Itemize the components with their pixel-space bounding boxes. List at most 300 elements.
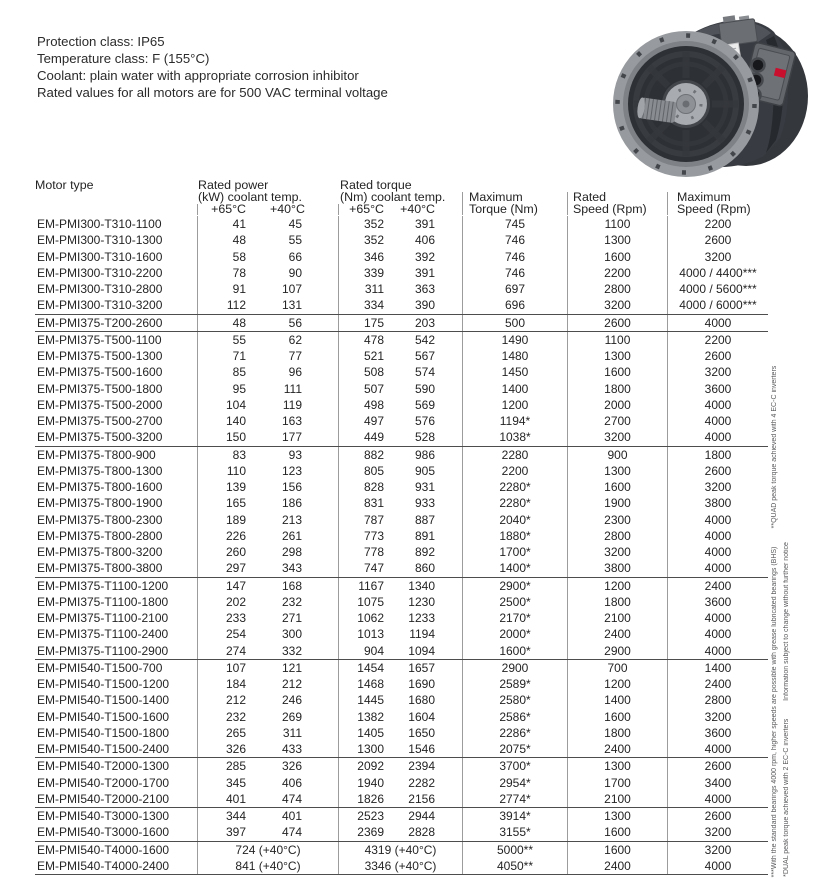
cell-torque-40: 986	[414, 447, 435, 462]
cell-motor-type: EM-PMI375-T1100-1800	[37, 594, 169, 609]
cell-rated-speed: 3800	[567, 560, 667, 576]
cell-power-40: 326	[281, 759, 302, 774]
cell-motor-type: EM-PMI540-T2000-1300	[37, 759, 170, 774]
table-row	[35, 512, 768, 528]
cell-power-65: 397	[197, 824, 270, 840]
cell-max-torque: 1200	[462, 397, 567, 413]
cell-power-65: 401	[197, 791, 270, 807]
table-group	[35, 807, 768, 841]
cell-motor-type: EM-PMI375-T800-1600	[37, 480, 163, 494]
cell-torque-65: 498	[338, 397, 400, 413]
cell-power-40: 45	[288, 217, 302, 231]
cell-power-40: 96	[288, 365, 302, 380]
cell-torque-65: 1013	[338, 626, 400, 642]
cell-rated-speed: 2600	[567, 315, 667, 331]
cell-rated-speed: 1600	[567, 709, 667, 725]
cell-motor-type: EM-PMI540-T1500-1400	[37, 693, 170, 708]
cell-power-40: 401	[281, 809, 302, 823]
table-row	[35, 560, 768, 576]
cell-max-speed: 1800	[667, 447, 768, 463]
cell-torque-65: 2369	[338, 824, 400, 840]
cell-max-torque: 3700*	[462, 758, 567, 774]
table-group	[35, 659, 768, 758]
col-header-power-40: +40°C	[270, 201, 305, 216]
cell-max-speed: 4000	[667, 643, 768, 659]
cell-rated-speed: 1600	[567, 842, 667, 858]
cell-torque-65: 1382	[338, 709, 400, 725]
cell-max-torque: 2075*	[462, 741, 567, 757]
cell-torque-40: 1650	[408, 725, 435, 740]
cell-power-65: 112	[197, 297, 270, 313]
cell-torque-65: 1468	[338, 676, 400, 692]
cell-power-40: 213	[281, 512, 302, 527]
table-row	[35, 364, 768, 380]
cell-power-40: 131	[281, 298, 302, 313]
table-row	[35, 676, 768, 692]
cell-power-40: 77	[288, 349, 302, 363]
cell-max-speed: 2600	[667, 463, 768, 479]
cell-torque-40: 2282	[408, 775, 435, 790]
cell-power-65: 202	[197, 594, 270, 610]
cell-power-40: 93	[288, 447, 302, 462]
info-line-protection: Protection class: IP65	[37, 34, 165, 49]
cell-power-65: 254	[197, 626, 270, 642]
cell-torque-40: 203	[414, 315, 435, 330]
cell-torque-40: 574	[414, 365, 435, 380]
cell-motor-type: EM-PMI540-T1500-2400	[37, 742, 170, 756]
cell-torque-40: 1340	[408, 578, 435, 593]
cell-power-40: 261	[281, 528, 302, 543]
cell-torque-65: 352	[338, 216, 400, 232]
cell-max-torque: 2280*	[462, 495, 567, 511]
cell-torque-65: 1300	[338, 741, 400, 757]
vertical-footnote-outer	[770, 366, 780, 877]
cell-max-speed: 2400	[667, 676, 768, 692]
cell-motor-type: EM-PMI540-T1500-1200	[37, 677, 170, 691]
cell-power-65: 265	[197, 725, 270, 741]
cell-max-speed: 3200	[667, 709, 768, 725]
cell-torque-40: 1094	[408, 643, 435, 658]
cell-rated-speed: 2100	[567, 791, 667, 807]
cell-torque-40: 933	[414, 496, 435, 511]
cell-max-speed: 4000	[667, 858, 768, 874]
cell-torque-40: 1690	[408, 677, 435, 691]
cell-max-speed: 3600	[667, 594, 768, 610]
col-header-max-speed-line2: Speed (Rpm)	[667, 204, 768, 216]
cell-torque-40: 590	[414, 381, 435, 396]
cell-torque-40: 406	[414, 233, 435, 248]
cell-torque-65: 1075	[338, 594, 400, 610]
col-header-max-speed-line1: Maximum	[667, 192, 768, 204]
cell-max-speed: 4000	[667, 560, 768, 576]
cell-power-65: 55	[197, 332, 270, 348]
footnote-bearings: ***With the standard bearings 4000 rpm, higher speeds are possible with grease lubricated bearings (BHS)	[771, 546, 778, 877]
cell-torque-40: 1194	[409, 627, 435, 642]
table-row	[35, 709, 768, 725]
cell-max-torque: 1700*	[462, 544, 567, 560]
cell-power-65: 71	[197, 348, 270, 364]
cell-max-torque: 2774*	[462, 791, 567, 807]
cell-torque-40: 1233	[408, 611, 435, 625]
cell-power-65: 297	[197, 560, 270, 576]
cell-rated-speed: 2300	[567, 512, 667, 528]
cell-motor-type: EM-PMI375-T1100-2400	[37, 627, 169, 642]
cell-max-torque: 2000*	[462, 626, 567, 642]
cell-max-speed: 2800	[667, 692, 768, 708]
cell-max-torque: 746	[462, 232, 567, 248]
table-row	[35, 741, 768, 757]
cell-power-65: 226	[197, 528, 270, 544]
table-row	[35, 332, 768, 348]
cell-power-40: 55	[288, 233, 302, 248]
cell-max-speed: 4000 / 6000***	[667, 297, 768, 313]
table-row	[35, 216, 768, 232]
col-subheader-power-units: (kW) coolant temp.	[198, 189, 302, 204]
cell-power-combined: 841 (+40°C)	[197, 858, 338, 874]
cell-power-40: 232	[281, 594, 302, 609]
cell-max-torque: 2280*	[462, 479, 567, 495]
cell-max-torque: 1600*	[462, 643, 567, 659]
cell-max-torque: 5000**	[462, 842, 567, 858]
cell-power-40: 62	[288, 332, 302, 347]
cell-torque-40: 2944	[408, 809, 435, 823]
cell-power-65: 274	[197, 643, 270, 659]
table-row	[35, 232, 768, 248]
cell-power-65: 344	[197, 808, 270, 824]
cell-power-40: 90	[288, 265, 302, 280]
table-row	[35, 725, 768, 741]
cell-max-speed: 4000	[667, 512, 768, 528]
cell-max-speed: 2600	[667, 348, 768, 364]
table-body	[35, 216, 768, 875]
cell-motor-type: EM-PMI375-T500-3200	[37, 430, 163, 445]
cell-torque-40: 860	[414, 561, 435, 576]
cell-motor-type: EM-PMI540-T3000-1600	[37, 825, 170, 840]
cell-power-65: 233	[197, 610, 270, 626]
cell-motor-type: EM-PMI375-T500-2700	[37, 414, 163, 428]
cell-power-65: 95	[197, 381, 270, 397]
col-header-max-torque-line1: Maximum	[462, 192, 567, 204]
cell-max-torque: 500	[462, 315, 567, 331]
cell-torque-65: 346	[338, 249, 400, 265]
cell-max-torque: 1880*	[462, 528, 567, 544]
cell-max-torque: 4050**	[462, 858, 567, 874]
cell-torque-65: 828	[338, 479, 400, 495]
cell-max-torque: 1480	[462, 348, 567, 364]
cell-max-speed: 3200	[667, 249, 768, 265]
table-group	[35, 577, 768, 659]
cell-max-torque: 745	[462, 216, 567, 232]
table-row	[35, 265, 768, 281]
cell-rated-speed: 3200	[567, 544, 667, 560]
cell-power-40: 123	[281, 463, 302, 478]
cell-power-40: 269	[281, 709, 302, 724]
cell-rated-speed: 2400	[567, 626, 667, 642]
cell-max-speed: 4000	[667, 741, 768, 757]
table-row	[35, 578, 768, 594]
cell-max-speed: 4000	[667, 544, 768, 560]
table-group	[35, 216, 768, 314]
cell-max-speed: 3200	[667, 479, 768, 495]
cell-power-40: 246	[281, 693, 302, 708]
cell-power-65: 285	[197, 758, 270, 774]
cell-power-65: 107	[197, 660, 270, 676]
cell-torque-40: 363	[414, 282, 435, 296]
cell-max-torque: 2040*	[462, 512, 567, 528]
cell-rated-speed: 2800	[567, 281, 667, 297]
cell-power-40: 121	[281, 660, 302, 675]
cell-max-torque: 1400	[462, 381, 567, 397]
cell-motor-type: EM-PMI540-T1500-1800	[37, 725, 170, 740]
cell-max-speed: 2400	[667, 578, 768, 594]
table-row	[35, 692, 768, 708]
cell-rated-speed: 1600	[567, 364, 667, 380]
table-row	[35, 791, 768, 807]
cell-motor-type: EM-PMI375-T1100-2900	[37, 643, 169, 658]
cell-power-40: 107	[281, 282, 302, 296]
cell-max-torque: 2200	[462, 463, 567, 479]
cell-power-40: 298	[281, 545, 302, 559]
cell-max-speed: 1400	[667, 660, 768, 676]
cell-power-40: 332	[281, 643, 302, 658]
table-row	[35, 775, 768, 791]
cell-max-torque: 1490	[462, 332, 567, 348]
cell-power-65: 91	[197, 281, 270, 297]
table-row	[35, 495, 768, 511]
cell-max-torque: 1400*	[462, 560, 567, 576]
cell-power-65: 85	[197, 364, 270, 380]
cell-motor-type: EM-PMI375-T800-3800	[37, 561, 163, 576]
cell-torque-40: 931	[414, 480, 435, 494]
cell-torque-65: 1405	[338, 725, 400, 741]
cell-torque-65: 882	[338, 447, 400, 463]
table-row	[35, 858, 768, 874]
table-row	[35, 842, 768, 858]
cell-torque-40: 392	[414, 249, 435, 264]
cell-rated-speed: 900	[567, 447, 667, 463]
table-header	[35, 180, 768, 215]
cell-rated-speed: 3200	[567, 297, 667, 313]
cell-motor-type: EM-PMI300-T310-1100	[37, 217, 162, 231]
cell-rated-speed: 2000	[567, 397, 667, 413]
col-header-power-65: +65°C	[197, 204, 270, 216]
cell-torque-65: 339	[338, 265, 400, 281]
cell-rated-speed: 1300	[567, 463, 667, 479]
cell-max-torque: 2170*	[462, 610, 567, 626]
cell-rated-speed: 1600	[567, 824, 667, 840]
cell-torque-65: 1826	[338, 791, 400, 807]
cell-rated-speed: 2400	[567, 741, 667, 757]
col-header-rated-speed-line1: Rated	[567, 192, 667, 204]
cell-max-speed: 3600	[667, 381, 768, 397]
cell-power-65: 212	[197, 692, 270, 708]
cell-max-speed: 4000 / 4400***	[667, 265, 768, 281]
cell-torque-combined: 3346 (+40°C)	[338, 858, 462, 874]
cell-rated-speed: 1300	[567, 808, 667, 824]
cell-torque-40: 2394	[408, 759, 435, 774]
cell-motor-type: EM-PMI300-T310-3200	[37, 298, 163, 313]
table-row	[35, 413, 768, 429]
cell-rated-speed: 1600	[567, 249, 667, 265]
cell-torque-65: 747	[338, 560, 400, 576]
cell-power-40: 66	[288, 249, 302, 264]
table-group	[35, 446, 768, 577]
cell-rated-speed: 1300	[567, 232, 667, 248]
cell-rated-speed: 1800	[567, 381, 667, 397]
table-row	[35, 297, 768, 313]
cell-power-40: 168	[281, 578, 302, 593]
table-row	[35, 281, 768, 297]
cell-power-65: 110	[197, 463, 270, 479]
cell-max-speed: 3200	[667, 842, 768, 858]
top-connector-box	[718, 13, 758, 47]
table-row	[35, 463, 768, 479]
vertical-footnote-inner	[782, 542, 792, 877]
cell-power-combined: 724 (+40°C)	[197, 842, 338, 858]
footnote-dual: *DUAL peak torque achieved with 2 EC-C inverters	[783, 718, 790, 877]
cell-motor-type: EM-PMI540-T4000-2400	[37, 858, 170, 873]
cell-torque-40: 1546	[408, 742, 435, 756]
cell-max-torque: 1450	[462, 364, 567, 380]
cell-motor-type: EM-PMI375-T500-1600	[37, 365, 163, 380]
cell-power-65: 78	[197, 265, 270, 281]
cell-motor-type: EM-PMI375-T500-1100	[37, 332, 162, 347]
cell-power-40: 163	[281, 414, 302, 428]
cell-motor-type: EM-PMI375-T800-1300	[37, 463, 163, 478]
cell-torque-40: 542	[414, 332, 435, 347]
cell-motor-type: EM-PMI300-T310-2200	[37, 265, 163, 280]
cell-max-torque: 2900	[462, 660, 567, 676]
table-row	[35, 594, 768, 610]
cell-power-40: 474	[281, 791, 302, 806]
cell-max-speed: 2600	[667, 808, 768, 824]
cell-power-40: 177	[281, 430, 302, 445]
cell-power-65: 232	[197, 709, 270, 725]
cell-motor-type: EM-PMI540-T1500-1600	[37, 709, 170, 724]
cell-max-torque: 1038*	[462, 429, 567, 445]
cell-torque-combined: 4319 (+40°C)	[338, 842, 462, 858]
cell-max-speed: 3800	[667, 495, 768, 511]
cell-max-torque: 2954*	[462, 775, 567, 791]
cell-torque-40: 2828	[408, 825, 435, 840]
cell-power-65: 345	[197, 775, 270, 791]
cell-motor-type: EM-PMI540-T3000-1300	[37, 809, 170, 823]
table-row	[35, 315, 768, 331]
cell-rated-speed: 1100	[567, 216, 667, 232]
cell-torque-40: 891	[414, 528, 435, 543]
cell-motor-type: EM-PMI375-T800-3200	[37, 545, 163, 559]
cell-max-torque: 746	[462, 265, 567, 281]
cell-power-40: 271	[281, 611, 302, 625]
motor-photo	[598, 8, 828, 178]
cell-torque-65: 778	[338, 544, 400, 560]
cell-power-65: 139	[197, 479, 270, 495]
cell-power-65: 189	[197, 512, 270, 528]
cell-power-65: 150	[197, 429, 270, 445]
cell-max-torque: 696	[462, 297, 567, 313]
cell-torque-65: 521	[338, 348, 400, 364]
cell-torque-40: 887	[414, 512, 435, 527]
cell-motor-type: EM-PMI540-T1500-700	[37, 660, 163, 675]
cell-power-65: 165	[197, 495, 270, 511]
cell-max-torque: 3914*	[462, 808, 567, 824]
header-line-3	[35, 201, 768, 216]
cell-torque-40: 892	[414, 545, 435, 559]
info-block	[37, 33, 388, 101]
cell-rated-speed: 1300	[567, 348, 667, 364]
cell-torque-65: 1062	[338, 610, 400, 626]
cell-rated-speed: 1800	[567, 594, 667, 610]
cell-torque-65: 352	[338, 232, 400, 248]
table-row	[35, 397, 768, 413]
cell-power-65: 104	[197, 397, 270, 413]
footnote-info-change: Information subject to change without further notice	[783, 542, 790, 701]
cell-power-40: 300	[281, 627, 302, 642]
cell-power-65: 48	[197, 232, 270, 248]
cell-rated-speed: 1200	[567, 578, 667, 594]
cell-torque-40: 1657	[408, 660, 435, 675]
cell-torque-65: 773	[338, 528, 400, 544]
cell-motor-type: EM-PMI300-T310-1300	[37, 233, 163, 248]
cell-max-torque: 2286*	[462, 725, 567, 741]
cell-rated-speed: 1400	[567, 692, 667, 708]
table-row	[35, 824, 768, 840]
col-header-torque-65: +65°C	[338, 204, 400, 216]
cell-max-torque: 2900*	[462, 578, 567, 594]
cell-motor-type: EM-PMI375-T200-2600	[37, 315, 163, 330]
table-row	[35, 544, 768, 560]
cell-power-65: 83	[197, 447, 270, 463]
cell-motor-type: EM-PMI375-T800-2800	[37, 528, 163, 543]
cell-motor-type: EM-PMI540-T4000-1600	[37, 842, 170, 857]
cell-rated-speed: 1800	[567, 725, 667, 741]
cell-motor-type: EM-PMI375-T800-900	[37, 447, 156, 462]
cell-max-torque: 2500*	[462, 594, 567, 610]
cell-max-speed: 4000	[667, 610, 768, 626]
table-group	[35, 314, 768, 331]
cell-power-40: 119	[282, 397, 302, 412]
cell-max-torque: 2589*	[462, 676, 567, 692]
cell-max-speed: 3400	[667, 775, 768, 791]
cell-torque-65: 904	[338, 643, 400, 659]
cell-rated-speed: 3200	[567, 429, 667, 445]
cell-max-speed: 3200	[667, 824, 768, 840]
cell-torque-65: 2523	[338, 808, 400, 824]
cell-motor-type: EM-PMI375-T500-1800	[37, 381, 163, 396]
table-row	[35, 660, 768, 676]
col-header-motor-type: Motor type	[35, 178, 94, 192]
cell-motor-type: EM-PMI540-T2000-2100	[37, 791, 170, 806]
cell-rated-speed: 1900	[567, 495, 667, 511]
col-header-rated-power: Rated power	[198, 178, 269, 192]
table-row	[35, 381, 768, 397]
cell-rated-speed: 2100	[567, 610, 667, 626]
cell-max-speed: 4000	[667, 791, 768, 807]
cell-max-speed: 2200	[667, 216, 768, 232]
cell-torque-65: 1167	[338, 578, 400, 594]
cell-max-speed: 4000 / 5600***	[667, 281, 768, 297]
cell-power-40: 111	[283, 381, 302, 396]
cell-max-speed: 4000	[667, 528, 768, 544]
cell-motor-type: EM-PMI300-T310-2800	[37, 282, 163, 296]
cell-torque-40: 391	[414, 217, 435, 231]
col-header-torque-40: +40°C	[400, 201, 435, 216]
table-group	[35, 331, 768, 446]
info-line-rated-values: Rated values for all motors are for 500 VAC terminal voltage	[37, 85, 388, 100]
footnote-quad: **QUAD peak torque achieved with 4 EC-C inverters	[771, 365, 778, 529]
cell-power-40: 156	[281, 480, 302, 494]
cell-rated-speed: 1600	[567, 479, 667, 495]
